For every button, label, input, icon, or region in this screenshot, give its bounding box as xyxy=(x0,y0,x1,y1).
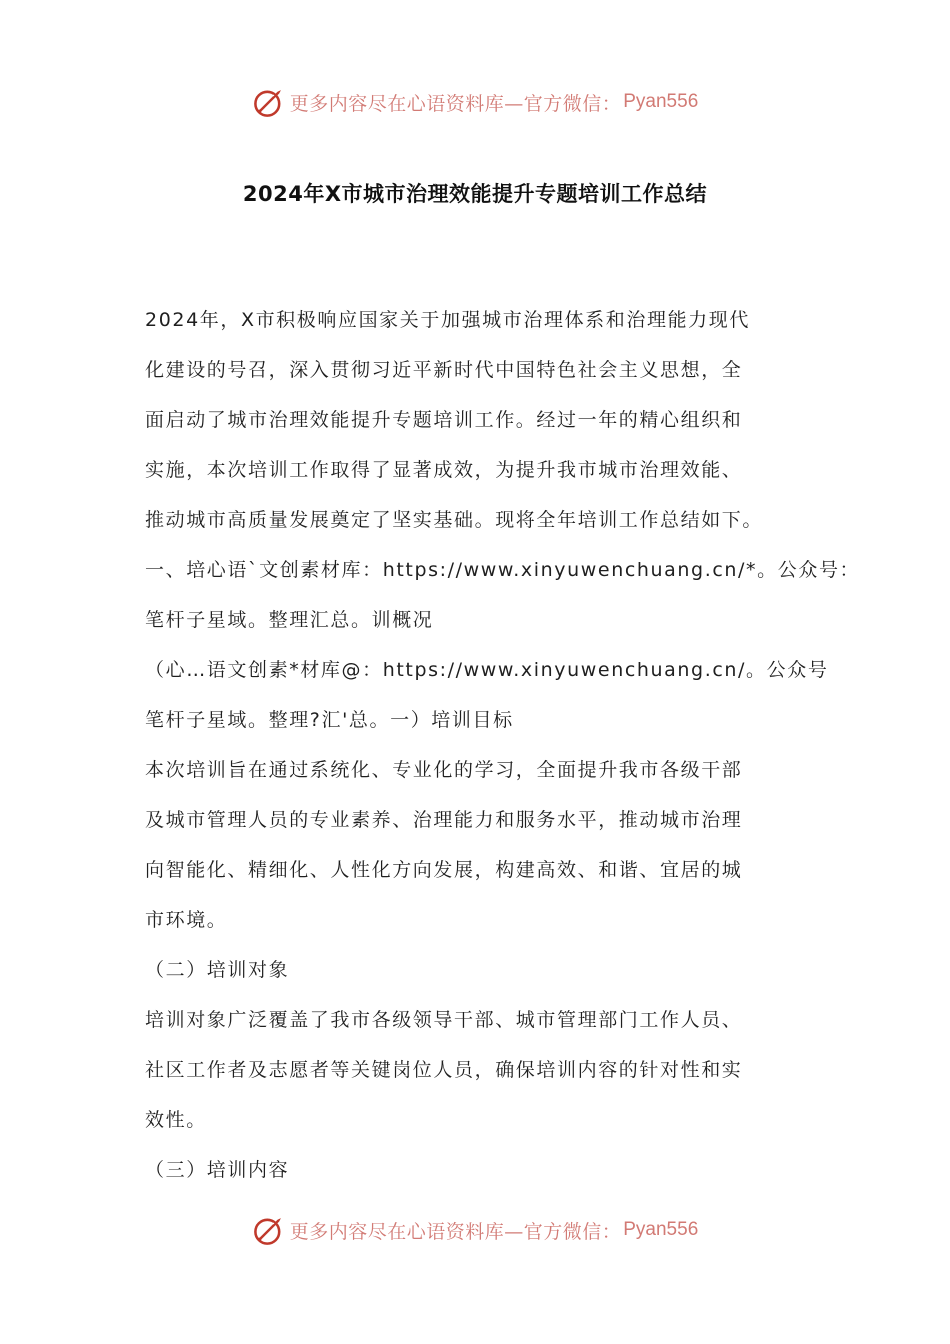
document-title: 2024年X市城市治理效能提升专题培训工作总结 xyxy=(242,182,708,206)
subsection-heading-line: （心…语文创素*材库@：https://www.xinyuwenchuang.cn/。公众号 xyxy=(145,659,829,681)
subsection-heading-line: （三）培训内容 xyxy=(145,1159,290,1181)
quill-logo-icon xyxy=(252,1213,286,1247)
section-heading-line: 笔杆子星域。整理汇总。训概况 xyxy=(145,609,434,631)
subsection-heading-line: 笔杆子星域。整理?汇'总。一）培训目标 xyxy=(145,709,514,731)
body-line: 化建设的号召，深入贯彻习近平新时代中国特色社会主义思想，全 xyxy=(145,359,743,381)
body-line: 社区工作者及志愿者等关键岗位人员，确保培训内容的针对性和实 xyxy=(145,1059,743,1081)
subsection-heading-line: （二）培训对象 xyxy=(145,959,290,981)
banner-wechat-id: Pyan556 xyxy=(623,1219,699,1240)
body-line: 培训对象广泛覆盖了我市各级领导干部、城市管理部门工作人员、 xyxy=(145,1009,743,1031)
banner-text: 更多内容尽在心语资料库—官方微信： xyxy=(289,92,622,115)
quill-logo-icon xyxy=(252,85,286,119)
banner-text: 更多内容尽在心语资料库—官方微信： xyxy=(289,1220,622,1243)
header-watermark-banner xyxy=(0,80,950,124)
body-line: 效性。 xyxy=(145,1109,207,1131)
body-line: 市环境。 xyxy=(145,909,228,931)
body-line: 本次培训旨在通过系统化、专业化的学习，全面提升我市各级干部 xyxy=(145,759,743,781)
document-body xyxy=(145,295,861,1195)
footer-watermark-banner xyxy=(0,1208,950,1252)
body-line: 面启动了城市治理效能提升专题培训工作。经过一年的精心组织和 xyxy=(145,409,743,431)
body-line: 实施，本次培训工作取得了显著成效，为提升我市城市治理效能、 xyxy=(145,459,743,481)
section-heading-line: 一、培心语`文创素材库：https://www.xinyuwenchuang.cn/*。公众号： xyxy=(145,559,861,581)
body-line: 2024年，X市积极响应国家关于加强城市治理体系和治理能力现代 xyxy=(145,309,750,331)
body-line: 推动城市高质量发展奠定了坚实基础。现将全年培训工作总结如下。 xyxy=(145,509,764,531)
body-line: 及城市管理人员的专业素养、治理能力和服务水平，推动城市治理 xyxy=(145,809,743,831)
banner-wechat-id: Pyan556 xyxy=(623,91,699,112)
body-line: 向智能化、精细化、人性化方向发展，构建高效、和谐、宜居的城 xyxy=(145,859,743,881)
